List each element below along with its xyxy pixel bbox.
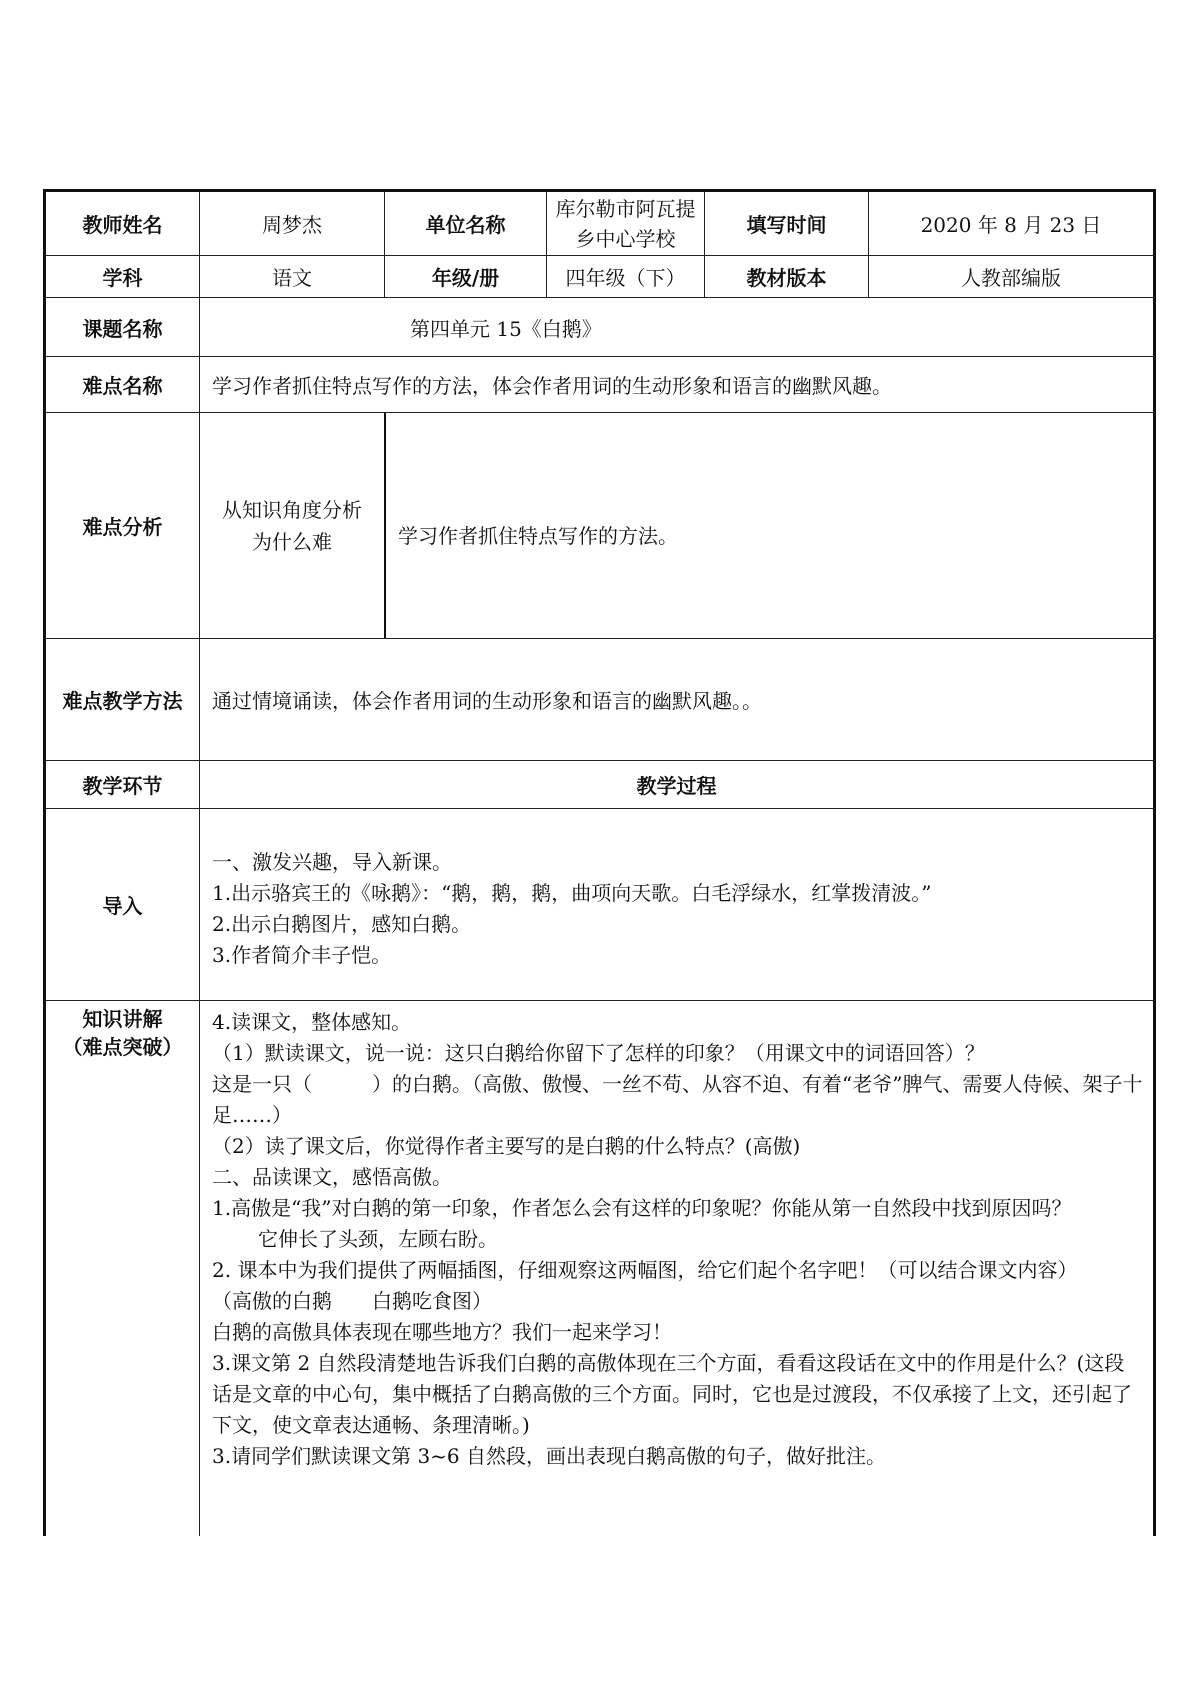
grade-label: 年级/册 [385, 256, 547, 298]
analysis-value: 学习作者抓住特点写作的方法。 [398, 524, 678, 548]
analysis-sublabel-line1: 从知识角度分析 [222, 497, 362, 522]
method-value: 通过情境诵读，体会作者用词的生动形象和语言的幽默风趣。。 [200, 639, 1155, 761]
method-row [45, 639, 1155, 761]
difficulty-value: 学习作者抓住特点写作的方法，体会作者用词的生动形象和语言的幽默风趣。 [200, 357, 1155, 413]
method-label: 难点教学方法 [45, 639, 200, 761]
knowledge-row [45, 1001, 1155, 1536]
knowledge-line: 白鹅的高傲具体表现在哪些地方？我们一起来学习！ [212, 1320, 672, 1344]
analysis-label: 难点分析 [45, 413, 200, 639]
knowledge-label [45, 1001, 200, 1536]
intro-label: 导入 [45, 809, 200, 1001]
intro-line: 1.出示骆宾王的《咏鹅》：“鹅，鹅，鹅，曲项向天歌。白毛浮绿水，红掌拨清波。” [212, 881, 932, 905]
teacher-name-label: 教师姓名 [45, 191, 200, 256]
analysis-content [200, 413, 1155, 639]
knowledge-line: 2. 课本中为我们提供了两幅插图，仔细观察这两幅图，给它们起个名字吧！（可以结合课文内容） [212, 1258, 1078, 1282]
subject-label: 学科 [45, 256, 200, 298]
knowledge-line: 1.高傲是“我”对白鹅的第一印象，作者怎么会有这样的印象呢？你能从第一自然段中找到原因吗？ [212, 1196, 1072, 1220]
knowledge-line: （1）默读课文，说一说：这只白鹅给你留下了怎样的印象？（用课文中的词语回答）？ [212, 1041, 985, 1065]
subject-row [45, 256, 1155, 298]
lesson-plan-table [43, 189, 1156, 1536]
subject-value: 语文 [200, 256, 385, 298]
knowledge-line: （高傲的白鹅 白鹅吃食图） [212, 1289, 492, 1313]
stage-label: 教学环节 [45, 761, 200, 809]
process-label: 教学过程 [200, 761, 1155, 809]
edition-label: 教材版本 [705, 256, 869, 298]
knowledge-line: 4.读课文，整体感知。 [212, 1010, 412, 1034]
intro-line: 一、激发兴趣，导入新课。 [212, 850, 452, 874]
knowledge-line: （2）读了课文后，你觉得作者主要写的是白鹅的什么特点？(高傲) [212, 1134, 801, 1158]
difficulty-label: 难点名称 [45, 357, 200, 413]
topic-row [45, 298, 1155, 357]
knowledge-line: 这是一只（ ）的白鹅。（高傲、傲慢、一丝不苟、从容不迫、有着“老爷”脾气、需要人侍候、架子十足……） [212, 1072, 1143, 1127]
analysis-inner-table [200, 413, 1153, 638]
grade-value: 四年级（下） [547, 256, 705, 298]
intro-line: 3.作者简介丰子恺。 [212, 943, 392, 967]
knowledge-content [200, 1001, 1155, 1536]
knowledge-label-line1: 知识讲解 [82, 1007, 163, 1031]
knowledge-line: 3.请同学们默读课文第 3~6 自然段，画出表现白鹅高傲的句子，做好批注。 [212, 1444, 887, 1468]
difficulty-row [45, 357, 1155, 413]
topic-label: 课题名称 [45, 298, 200, 357]
teacher-name-value: 周梦杰 [200, 191, 385, 256]
knowledge-label-line2: （难点突破） [62, 1035, 183, 1059]
edition-value: 人教部编版 [869, 256, 1155, 298]
intro-content [200, 809, 1155, 1001]
intro-line: 2.出示白鹅图片，感知白鹅。 [212, 912, 472, 936]
unit-name-line1: 库尔勒市阿瓦提 [555, 196, 696, 221]
analysis-row [45, 413, 1155, 639]
unit-name-line2: 乡中心学校 [575, 226, 676, 251]
analysis-sublabel-line2: 为什么难 [252, 529, 332, 554]
fill-date-label: 填写时间 [705, 191, 869, 256]
unit-name-value [547, 191, 705, 256]
analysis-sublabel [200, 413, 385, 638]
process-header-row [45, 761, 1155, 809]
knowledge-line: 二、品读课文，感悟高傲。 [212, 1165, 452, 1189]
unit-name-label: 单位名称 [385, 191, 547, 256]
knowledge-line: 3.课文第 2 自然段清楚地告诉我们白鹅的高傲体现在三个方面，看看这段话在文中的作用是什么？(这段话是文章的中心句，集中概括了白鹅高傲的三个方面。同时，它也是过渡段，不仅承接了上文，还引起了下文，使文章表达通畅、条理清晰。) [212, 1351, 1132, 1437]
intro-row [45, 809, 1155, 1001]
knowledge-line: 它伸长了头颈，左顾右盼。 [258, 1227, 498, 1251]
header-row [45, 191, 1155, 256]
fill-date-value: 2020 年 8 月 23 日 [869, 191, 1155, 256]
topic-value: 第四单元 15《白鹅》 [200, 298, 1155, 357]
